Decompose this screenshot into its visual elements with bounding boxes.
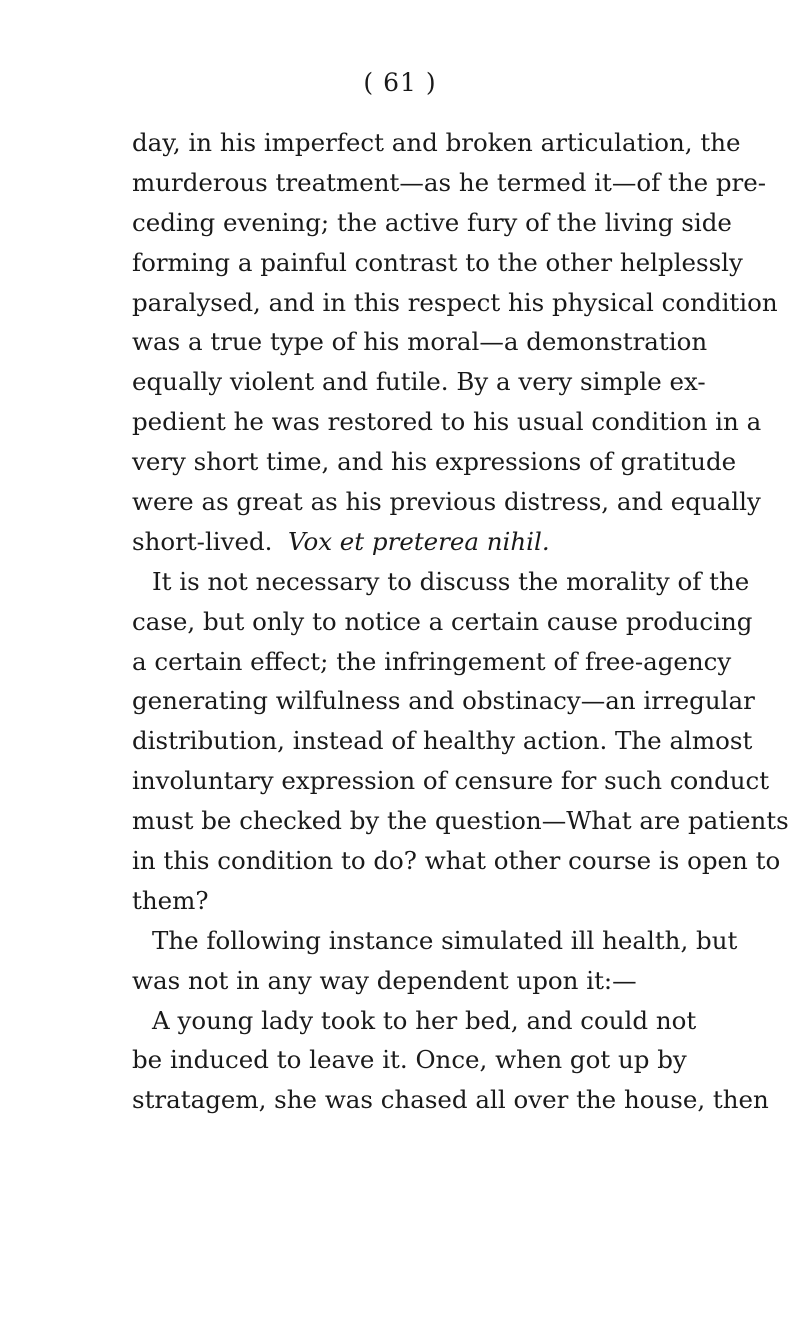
paragraph-start-line: The following instance simulated ill health, but [152,925,738,955]
text-line: was not in any way dependent upon it:— [132,965,637,995]
text-line: in this condition to do? what other course is open to [132,846,781,876]
text-line: equally violent and futile. By a very simple ex- [132,367,706,397]
text-line: case, but only to notice a certain cause producing [132,606,753,636]
text-line: paralysed, and in this respect his physical condition [132,287,778,317]
text-line-with-latin [132,522,683,562]
body-text [132,123,789,1120]
text-line: were as great as his previous distress, and equally [132,487,761,517]
text-line: forming a painful contrast to the other helplessly [132,247,743,277]
text-line: murderous treatment—as he termed it—of the pre- [132,167,767,197]
text-line: generating wilfulness and obstinacy—an irregular [132,686,755,716]
text-line: involuntary expression of censure for such conduct [132,766,770,796]
text-line: day, in his imperfect and broken articulation, the [132,128,741,157]
text-line: ceding evening; the active fury of the living side [132,207,732,237]
text-line: stratagem, she was chased all over the house, then [132,1085,769,1115]
text-line: very short time, and his expressions of gratitude [132,447,737,477]
paragraph-start-line: It is not necessary to discuss the morality of the [152,566,750,596]
text-line: them? [132,885,209,915]
text-line: distribution, instead of healthy action. The almost [132,726,753,756]
paragraph-start-line: A young lady took to her bed, and could not [152,1005,697,1035]
text-line: must be checked by the question—What are patients [132,806,789,836]
text-line: be induced to leave it. Once, when got up by [132,1045,687,1075]
text-line: pedient he was restored to his usual condition in a [132,407,762,437]
latin-phrase: Vox et preterea nihil. [288,526,550,556]
text-line: a certain effect; the infringement of free-agency [132,646,732,676]
text-line-start: short-lived. [132,526,273,556]
text-line: was a true type of his moral—a demonstration [132,327,708,357]
page-number: ( 61 ) [363,68,437,97]
